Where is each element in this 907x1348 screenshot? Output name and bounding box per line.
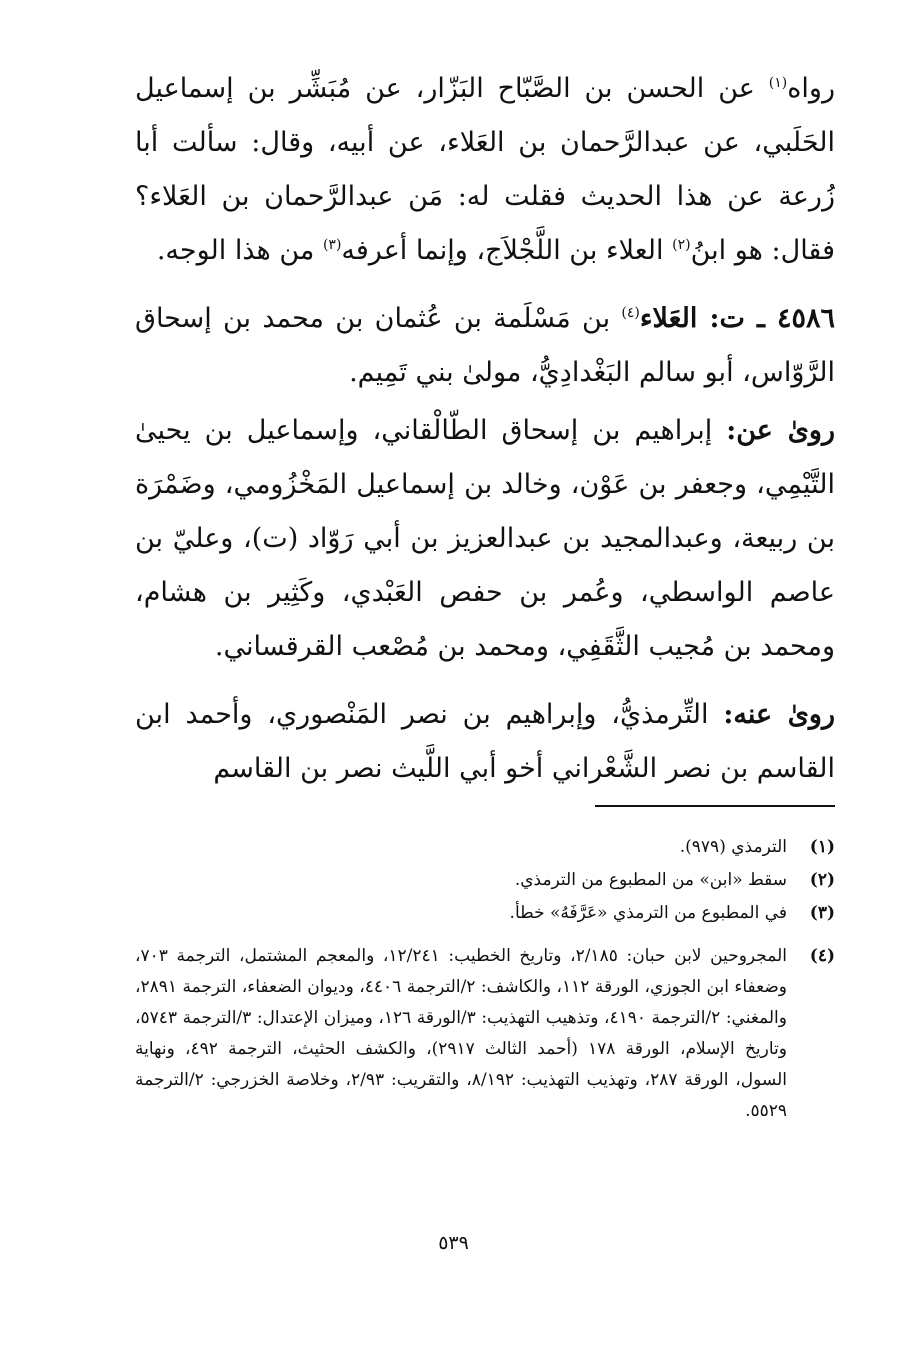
footnotes — [135, 832, 835, 1127]
footnote-ref-2[interactable]: (٢) — [672, 237, 691, 253]
main-text — [135, 62, 835, 796]
paragraph-narrated-by — [135, 688, 835, 796]
footnote-number: (٣) — [809, 903, 835, 923]
footnote-text: الترمذي (٩٧٩). — [679, 837, 787, 857]
paragraph-narrated-from — [135, 404, 835, 674]
narration-text-2: عن الحسن بن الصَّبّاح البَزّار، عن مُبَشِّر بن إسماعيل الحَلَبي، عن عبدالرَّحمان بن العَلاء، عن أبيه، وقال: سألت أبا زُرعة عن هذا الحديث فقلت له: مَن عبدالرَّحمان بن العَلاء؟ فقال: هو ابنُ — [135, 73, 835, 266]
narrated-by-text: التِّرمذيُّ، وإبراهيم بن نصر المَنْصوري، وأحمد ابن القاسم بن نصر الشَّعْراني أخو أبي اللَّيث نصر بن القاسم — [135, 699, 835, 784]
footnote-text: المجروحين لابن حبان: ٢/١٨٥، وتاريخ الخطيب: ١٢/٢٤١، والمعجم المشتمل، الترجمة ٧٠٣، وضعفاء ابن الجوزي، الورقة ١١٢، والكاشف: ٢/الترجمة ٤٤٠٦، وديوان الضعفاء، الترجمة ٢٨٩١، والمغني: ٢/الترجمة ٤١٩٠، وتذهيب التهذيب: ٣/الورقة ١٢٦، وميزان الإعتدال: ٣/الترجمة ٥٧٤٣، وتاريخ الإسلام، الورقة ١٧٨ (أحمد الثالث ٢٩١٧)، والكشف الحثيث، الترجمة ٤٩٢، ونهاية السول، الورقة ٢٨٧، وتهذيب التهذيب: ٨/١٩٢، والتقريب: ٢/٩٣، وخلاصة الخزرجي: ٢/الترجمة ٥٥٢٩. — [135, 946, 787, 1121]
narrated-from-text: إبراهيم بن إسحاق الطّالْقاني، وإسماعيل بن يحيىٰ التَّيْمِي، وجعفر بن عَوْن، وخالد بن إسماعيل المَخْزُومي، وضَمْرَة بن ربيعة، وعبدالمجيد بن عبدالعزيز بن أبي رَوّاد (ت)، وعليّ بن عاصم الواسطي، وعُمر بن حفص العَبْدي، وكَثِير بن هشام، ومحمد بن مُجيب الثَّقَفِي، ومحمد بن مُصْعب القرقساني. — [135, 415, 835, 662]
footnote-2 — [135, 865, 835, 896]
footnote-text: في المطبوع من الترمذي «عَرَّفَهُ» خطأ. — [509, 903, 787, 923]
footnote-ref-1[interactable]: (١) — [768, 75, 788, 91]
narration-text-4: من هذا الوجه. — [156, 235, 323, 266]
footnote-ref-3[interactable]: (٣) — [322, 237, 342, 253]
entry-number-label: ٤٥٨٦ ـ ت: العَلاء — [639, 303, 835, 334]
footnote-1 — [135, 832, 835, 863]
paragraph-narration — [135, 62, 835, 278]
narrated-from-label: رویٰ عن: — [726, 415, 835, 446]
narrated-by-label: رویٰ عنه: — [723, 699, 835, 730]
page-number: ٥٣٩ — [438, 1232, 469, 1254]
footnote-number: (١) — [809, 837, 835, 857]
entry-name-text: بن مَسْلَمة بن عُثمان بن محمد بن إسحاق الرَّوّاس، أبو سالم البَغْدادِيُّ، مولىٰ بني تَمِيم. — [135, 303, 835, 388]
footnote-4 — [135, 941, 835, 1127]
narration-text-3: العلاء بن اللَّجْلاَج، وإنما أعرفه — [341, 235, 673, 266]
footnote-ref-4[interactable]: (٤) — [621, 305, 640, 321]
footnote-3 — [135, 898, 835, 929]
footnote-number: (٤) — [809, 946, 835, 966]
footnote-number: (٢) — [809, 870, 835, 890]
narration-text-1: رواه — [787, 73, 835, 104]
footnote-divider — [595, 805, 835, 807]
footnote-text: سقط «ابن» من المطبوع من الترمذي. — [514, 870, 787, 890]
paragraph-entry-heading — [135, 292, 835, 400]
